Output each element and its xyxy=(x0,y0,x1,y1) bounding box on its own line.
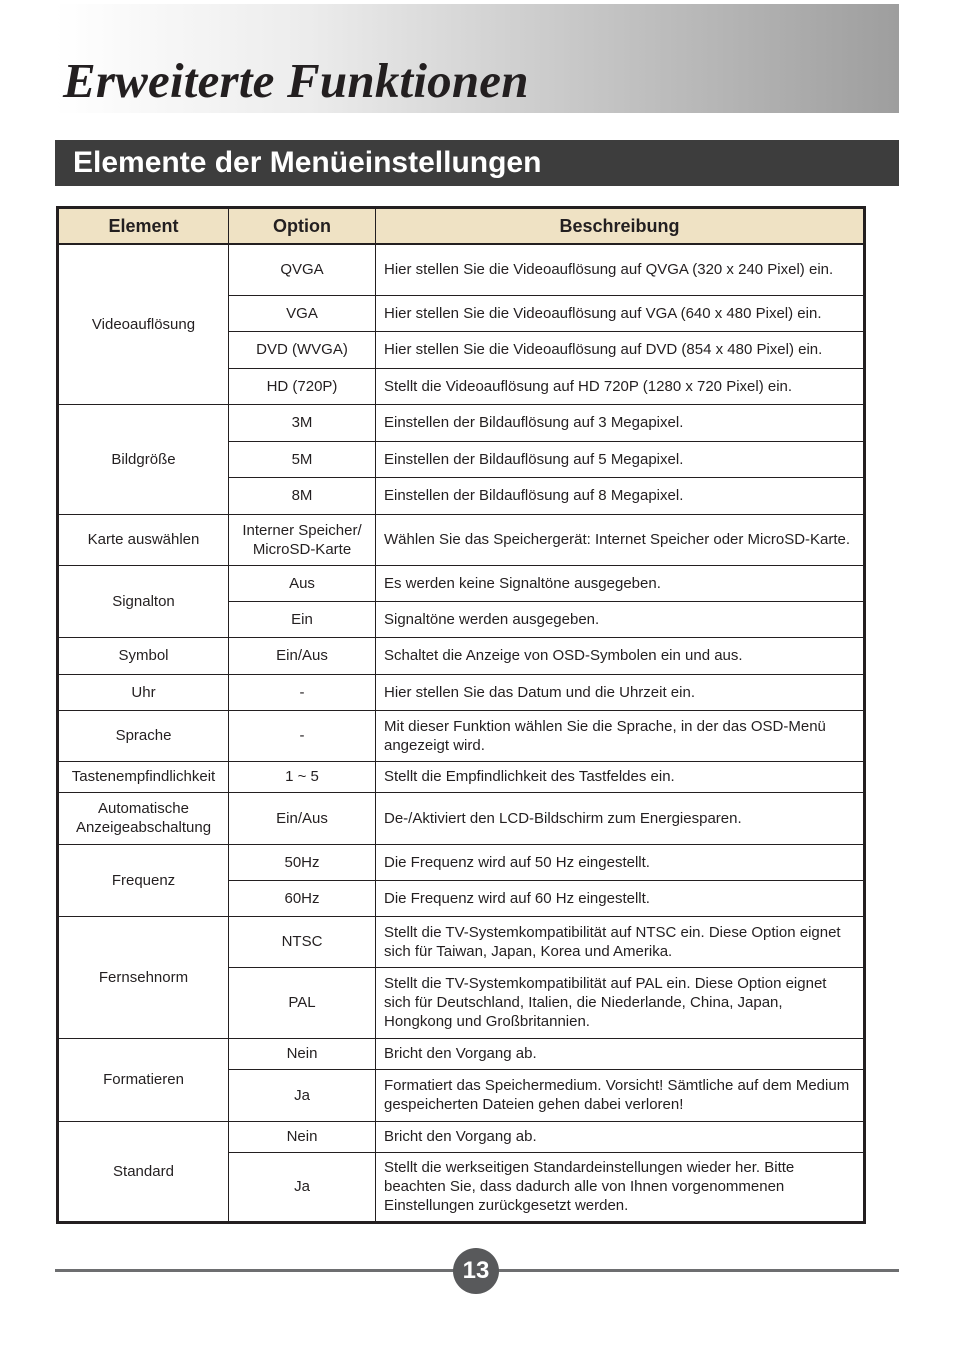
description-cell: Stellt die TV-Systemkompatibilität auf PAL ein. Diese Option eignet sich für Deutschland, Italien, die Niederlande, China, Japan, Hongkong und Großbritannien. xyxy=(376,967,865,1038)
option-cell: 1 ~ 5 xyxy=(229,761,376,792)
element-cell: Symbol xyxy=(58,637,229,674)
description-cell: Stellt die Empfindlichkeit des Tastfeldes ein. xyxy=(376,761,865,792)
description-cell: Mit dieser Funktion wählen Sie die Sprache, in der das OSD-Menü angezeigt wird. xyxy=(376,710,865,761)
option-cell: DVD (WVGA) xyxy=(229,331,376,368)
table-row xyxy=(58,710,865,761)
description-cell: Schaltet die Anzeige von OSD-Symbolen ein und aus. xyxy=(376,637,865,674)
option-cell: 5M xyxy=(229,441,376,477)
description-cell: Hier stellen Sie die Videoauflösung auf DVD (854 x 480 Pixel) ein. xyxy=(376,331,865,368)
element-cell: Bildgröße xyxy=(58,404,229,514)
table-row xyxy=(58,244,865,295)
description-cell: Formatiert das Speichermedium. Vorsicht! Sämtliche auf dem Medium gespeicherten Dateien gehen dabei verloren! xyxy=(376,1069,865,1121)
description-cell: De-/Aktiviert den LCD-Bildschirm zum Energiesparen. xyxy=(376,792,865,844)
description-cell: Wählen Sie das Speichergerät: Internet Speicher oder MicroSD-Karte. xyxy=(376,514,865,565)
description-cell: Stellt die werkseitigen Standardeinstellungen wieder her. Bitte beachten Sie, dass dadurch alle von Ihnen vorgenommenen Einstellungen zurückgesetzt werden. xyxy=(376,1152,865,1222)
column-header-element: Element xyxy=(58,208,229,245)
table-row xyxy=(58,637,865,674)
description-cell: Die Frequenz wird auf 50 Hz eingestellt. xyxy=(376,844,865,880)
column-header-description: Beschreibung xyxy=(376,208,865,245)
table-row xyxy=(58,674,865,710)
table-header-row xyxy=(58,208,865,245)
description-cell: Hier stellen Sie das Datum und die Uhrzeit ein. xyxy=(376,674,865,710)
description-cell: Bricht den Vorgang ab. xyxy=(376,1121,865,1152)
option-cell: VGA xyxy=(229,295,376,331)
description-cell: Bricht den Vorgang ab. xyxy=(376,1038,865,1069)
menu-settings-table xyxy=(56,206,866,1224)
description-cell: Stellt die TV-Systemkompatibilität auf NTSC ein. Diese Option eignet sich für Taiwan, Japan, Korea und Amerika. xyxy=(376,916,865,967)
table-row xyxy=(58,1121,865,1152)
option-cell: Ein/Aus xyxy=(229,637,376,674)
element-cell: Frequenz xyxy=(58,844,229,916)
description-cell: Die Frequenz wird auf 60 Hz eingestellt. xyxy=(376,880,865,916)
table-row xyxy=(58,565,865,601)
table-row xyxy=(58,761,865,792)
description-cell: Stellt die Videoauflösung auf HD 720P (1280 x 720 Pixel) ein. xyxy=(376,368,865,404)
description-cell: Es werden keine Signaltöne ausgegeben. xyxy=(376,565,865,601)
table-row xyxy=(58,792,865,844)
page-title: Erweiterte Funktionen xyxy=(63,53,529,108)
option-cell: - xyxy=(229,674,376,710)
option-cell: Ja xyxy=(229,1069,376,1121)
table-row xyxy=(58,1038,865,1069)
element-cell: Videoauflösung xyxy=(58,244,229,404)
option-cell: Nein xyxy=(229,1121,376,1152)
table-row xyxy=(58,404,865,441)
option-cell: HD (720P) xyxy=(229,368,376,404)
option-cell: Ja xyxy=(229,1152,376,1222)
description-cell: Hier stellen Sie die Videoauflösung auf VGA (640 x 480 Pixel) ein. xyxy=(376,295,865,331)
option-cell: Interner Speicher/ MicroSD-Karte xyxy=(229,514,376,565)
option-cell: Ein/Aus xyxy=(229,792,376,844)
description-cell: Signaltöne werden ausgegeben. xyxy=(376,601,865,637)
element-cell: Signalton xyxy=(58,565,229,637)
element-cell: Automatische Anzeigeabschaltung xyxy=(58,792,229,844)
section-title: Elemente der Menüeinstellungen xyxy=(73,146,542,179)
element-cell: Karte auswählen xyxy=(58,514,229,565)
table-row xyxy=(58,514,865,565)
table-row xyxy=(58,844,865,880)
description-cell: Einstellen der Bildauflösung auf 3 Megapixel. xyxy=(376,404,865,441)
option-cell: 8M xyxy=(229,477,376,514)
table-row xyxy=(58,916,865,967)
description-cell: Einstellen der Bildauflösung auf 8 Megapixel. xyxy=(376,477,865,514)
option-cell: 3M xyxy=(229,404,376,441)
element-cell: Standard xyxy=(58,1121,229,1222)
option-cell: NTSC xyxy=(229,916,376,967)
option-cell: QVGA xyxy=(229,244,376,295)
description-cell: Hier stellen Sie die Videoauflösung auf QVGA (320 x 240 Pixel) ein. xyxy=(376,244,865,295)
page-number-badge: 13 xyxy=(453,1248,499,1294)
option-cell: Aus xyxy=(229,565,376,601)
option-cell: PAL xyxy=(229,967,376,1038)
column-header-option: Option xyxy=(229,208,376,245)
element-cell: Tastenempfindlichkeit xyxy=(58,761,229,792)
option-cell: - xyxy=(229,710,376,761)
description-cell: Einstellen der Bildauflösung auf 5 Megapixel. xyxy=(376,441,865,477)
option-cell: 50Hz xyxy=(229,844,376,880)
element-cell: Sprache xyxy=(58,710,229,761)
option-cell: 60Hz xyxy=(229,880,376,916)
option-cell: Nein xyxy=(229,1038,376,1069)
element-cell: Uhr xyxy=(58,674,229,710)
option-cell: Ein xyxy=(229,601,376,637)
element-cell: Fernsehnorm xyxy=(58,916,229,1038)
element-cell: Formatieren xyxy=(58,1038,229,1121)
